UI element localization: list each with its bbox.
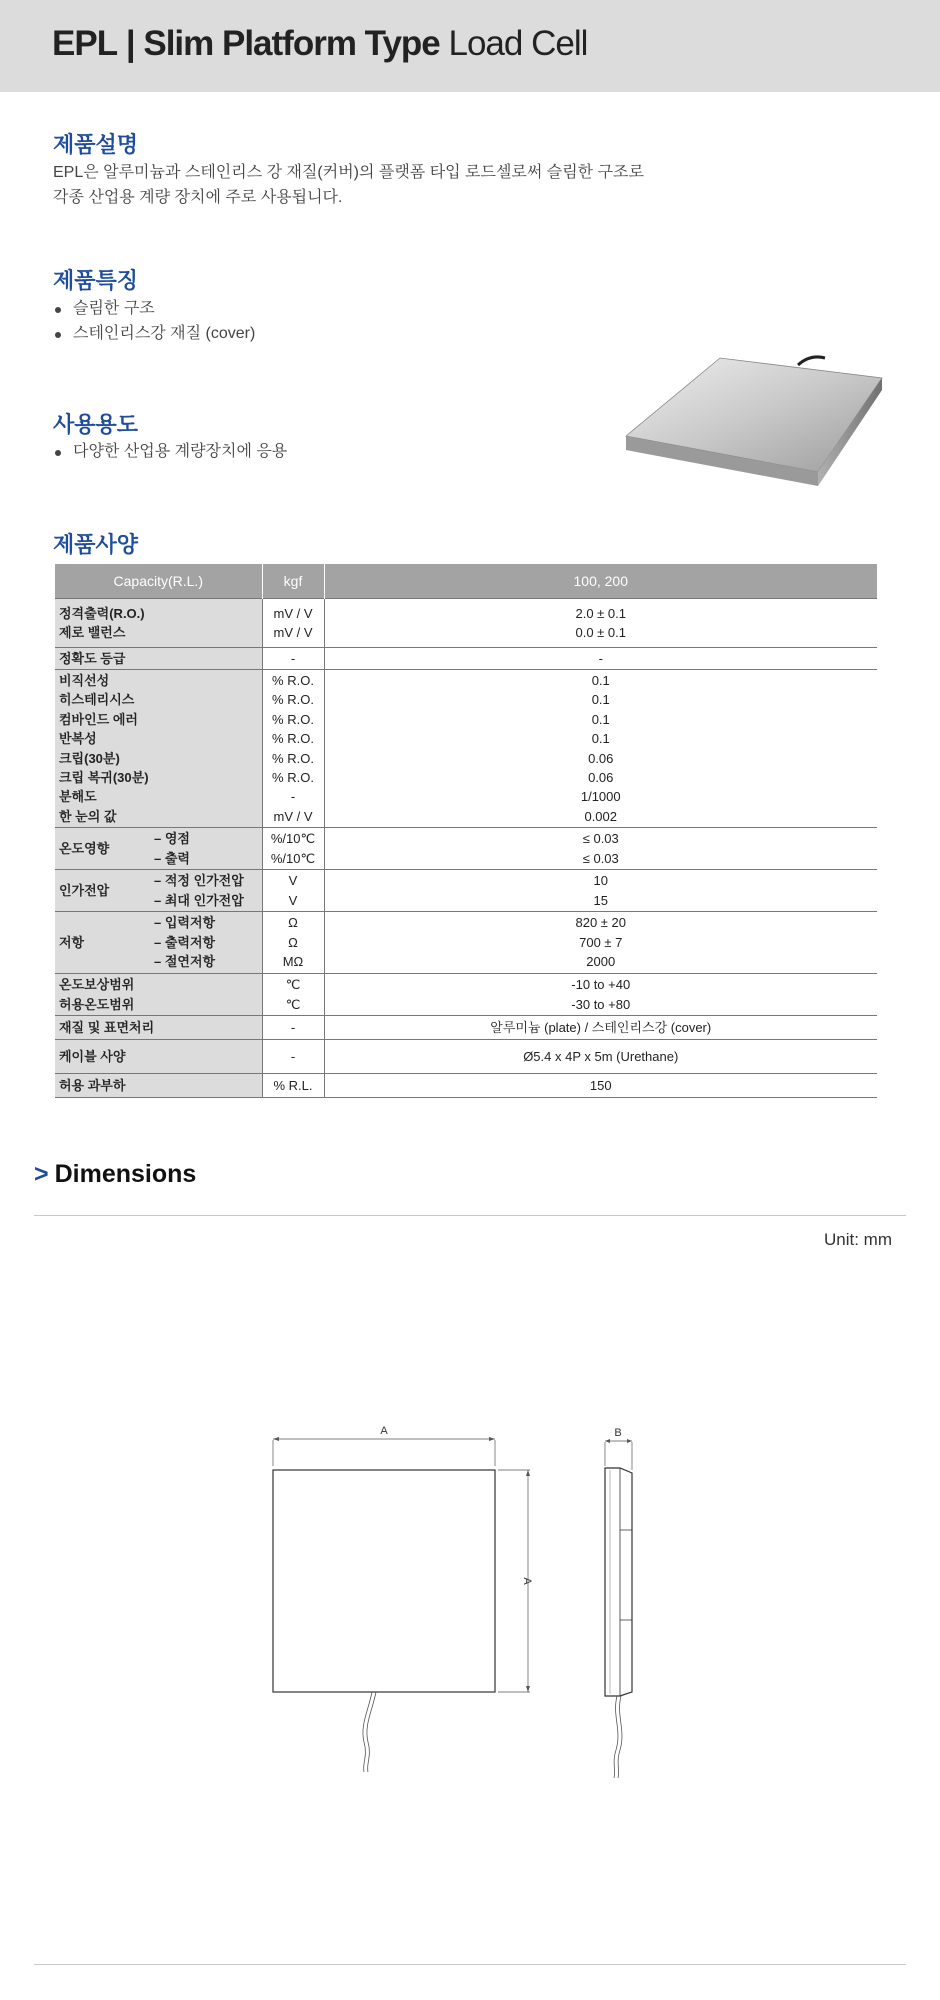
description-text [53, 160, 644, 210]
table-row [55, 870, 877, 912]
features-list [53, 296, 255, 346]
description-line-2: 각종 산업용 계량 장치에 주로 사용됩니다. [53, 189, 343, 206]
row-unit: mV / V mV / V [262, 599, 324, 648]
row-unit: % R.L. [262, 1074, 324, 1098]
list-item: 슬림한 구조 [53, 296, 255, 321]
table-row [55, 828, 877, 870]
row-sublabel: – 적정 인가전압 – 최대 인가전압 [142, 870, 262, 912]
table-row [55, 670, 877, 828]
usage-list [53, 439, 287, 464]
row-value: Ø5.4 x 4P x 5m (Urethane) [324, 1040, 877, 1074]
row-sublabel: – 영점 – 출력 [142, 828, 262, 870]
row-value: ≤ 0.03 ≤ 0.03 [324, 828, 877, 870]
row-value: 알루미늄 (plate) / 스테인리스강 (cover) [324, 1016, 877, 1040]
thickness-label: B [614, 1427, 622, 1439]
row-unit: % R.O. % R.O. % R.O. % R.O. % R.O. % R.O. - mV / V [262, 670, 324, 828]
row-value: 0.1 0.1 0.1 0.1 0.06 0.06 1/1000 0.002 [324, 670, 877, 828]
table-row [55, 1016, 877, 1040]
list-item: 다양한 산업용 계량장치에 응용 [53, 439, 287, 464]
divider [34, 1215, 906, 1216]
chevron-right-icon: > [34, 1160, 49, 1188]
row-unit: %/10℃ %/10℃ [262, 828, 324, 870]
table-row [55, 974, 877, 1016]
table-row [55, 599, 877, 648]
title-rest: Load Cell [448, 24, 588, 63]
dimension-drawing [260, 1420, 660, 1780]
row-value: 820 ± 20 700 ± 7 2000 [324, 912, 877, 974]
cable [363, 1692, 372, 1772]
row-label: 재질 및 표면처리 [55, 1016, 262, 1040]
row-label: 저항 [55, 912, 142, 974]
row-label: 인가전압 [55, 870, 142, 912]
row-unit: - [262, 648, 324, 670]
value-header: 100, 200 [324, 564, 877, 599]
row-value: 2.0 ± 0.1 0.0 ± 0.1 [324, 599, 877, 648]
row-value: 150 [324, 1074, 877, 1098]
table-row [55, 912, 877, 974]
row-value: 10 15 [324, 870, 877, 912]
page-header [0, 0, 940, 92]
dimensions-title: Dimensions [54, 1160, 197, 1188]
unit-label: Unit: mm [824, 1230, 892, 1249]
table-row [55, 1074, 877, 1098]
table-row [55, 1040, 877, 1074]
title-separator: | [125, 24, 135, 63]
row-label: 허용 과부하 [55, 1074, 262, 1098]
title-bold: Slim Platform Type [143, 24, 440, 63]
page-title [52, 24, 587, 64]
table-header-row [55, 564, 877, 599]
row-label: 케이블 사양 [55, 1040, 262, 1074]
capacity-header: Capacity(R.L.) [55, 564, 262, 599]
row-unit: V V [262, 870, 324, 912]
row-unit: - [262, 1040, 324, 1074]
footer-divider [34, 1964, 906, 1965]
row-label: 정격출력(R.O.) 제로 밸런스 [55, 599, 262, 648]
description-title: 제품설명 [53, 132, 139, 157]
row-label: 정확도 등급 [55, 648, 262, 670]
row-label: 온도보상범위 허용온도범위 [55, 974, 262, 1016]
height-label: A [521, 1577, 533, 1585]
table-row [55, 648, 877, 670]
row-unit: - [262, 1016, 324, 1040]
features-title: 제품특징 [53, 268, 139, 293]
row-unit: Ω Ω MΩ [262, 912, 324, 974]
list-item: 스테인리스강 재질 (cover) [53, 321, 255, 346]
row-unit: ℃ ℃ [262, 974, 324, 1016]
spec-title: 제품사양 [53, 532, 139, 557]
dimensions-heading [34, 1160, 196, 1189]
model-name: EPL [52, 24, 118, 63]
row-label: 온도영향 [55, 828, 142, 870]
spec-table [55, 564, 877, 1098]
width-label: A [380, 1425, 388, 1437]
row-value: -10 to +40 -30 to +80 [324, 974, 877, 1016]
product-photo [620, 350, 890, 500]
usage-title: 사용용도 [53, 412, 139, 437]
top-view-outline [273, 1470, 495, 1692]
side-view-outline [605, 1468, 632, 1696]
row-label: 비직선성 히스테리시스 컴바인드 에러 반복성 크립(30분) 크립 복귀(30분) 분해도 한 눈의 값 [55, 670, 262, 828]
description-line-1: EPL은 알루미늄과 스테인리스 강 재질(커버)의 플랫폼 타입 로드셀로써 슬림한 구조로 [53, 164, 644, 181]
row-sublabel: – 입력저항 – 출력저항 – 절연저항 [142, 912, 262, 974]
unit-header: kgf [262, 564, 324, 599]
row-value: - [324, 648, 877, 670]
